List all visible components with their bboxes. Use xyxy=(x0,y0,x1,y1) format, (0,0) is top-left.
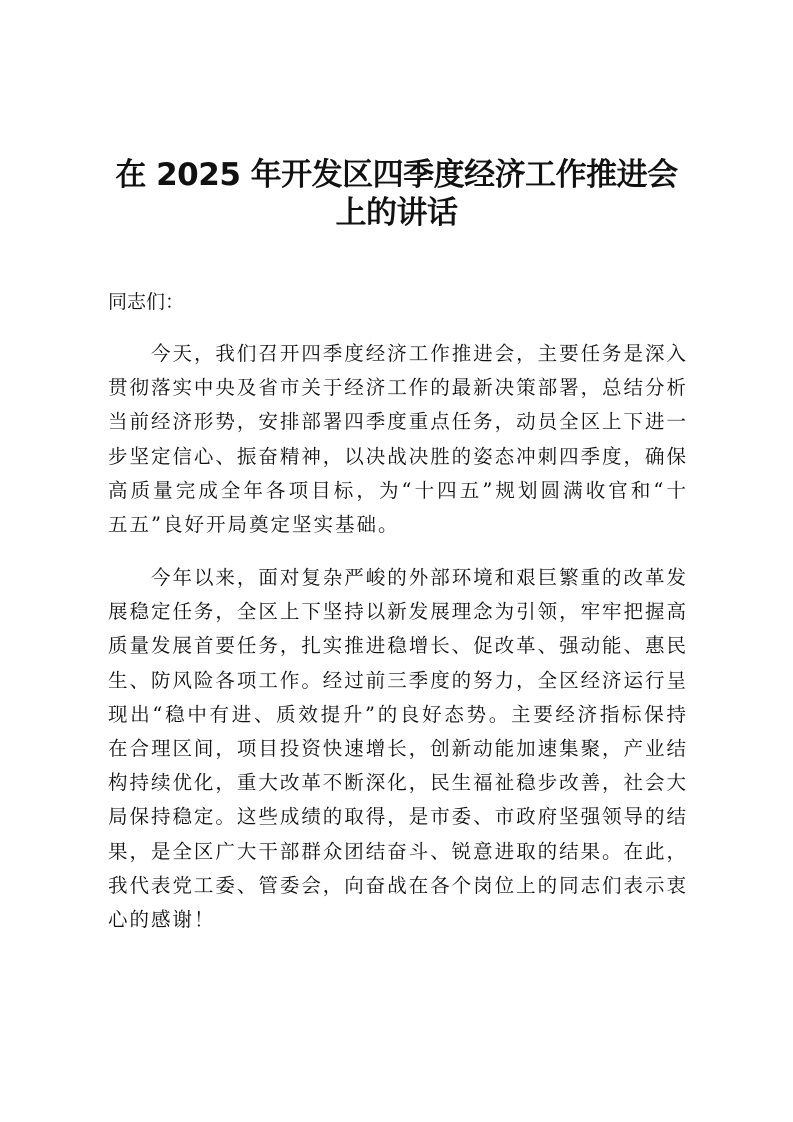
paragraph-line: 质量发展首要任务，扎实推进稳增长、促改革、强动能、惠民 xyxy=(108,634,686,658)
paragraph-line: 展稳定任务，全区上下坚持以新发展理念为引领，牢牢把握高 xyxy=(108,600,686,624)
paragraph-line: 我代表党工委、管委会，向奋战在各个岗位上的同志们表示衷 xyxy=(108,873,686,897)
paragraph-2 xyxy=(108,561,686,937)
paragraph-line: 当前经济形势，安排部署四季度重点任务，动员全区上下进一 xyxy=(108,410,686,434)
document-title-line-1: 在 2025 年开发区四季度经济工作推进会 xyxy=(115,157,678,193)
paragraph-line: 今天，我们召开四季度经济工作推进会，主要任务是深入 xyxy=(151,342,686,365)
paragraph-1 xyxy=(108,337,686,542)
document-title-line-2: 上的讲话 xyxy=(335,195,458,231)
paragraph-line: 在合理区间，项目投资快速增长，创新动能加速集聚，产业结 xyxy=(108,736,686,760)
paragraph-line: 构持续优化，重大改革不断深化，民生福祉稳步改善，社会大 xyxy=(108,771,686,795)
paragraph-line: 果，是全区广大干部群众团结奋斗、锐意进取的结果。在此， xyxy=(108,839,686,863)
paragraph-line: 今年以来，面对复杂严峻的外部环境和艰巨繁重的改革发 xyxy=(151,566,686,589)
paragraph-line: 心的感谢！ xyxy=(108,907,216,931)
salutation: 同志们： xyxy=(108,291,185,313)
paragraph-line: 贯彻落实中央及省市关于经济工作的最新决策部署，总结分析 xyxy=(108,376,686,400)
paragraph-line: 步坚定信心、振奋精神，以决战决胜的姿态冲刺四季度，确保 xyxy=(108,444,686,468)
paragraph-line: 生、防风险各项工作。经过前三季度的努力，全区经济运行呈 xyxy=(108,668,686,692)
paragraph-line: 五五”良好开局奠定坚实基础。 xyxy=(108,512,400,536)
paragraph-line: 现出“稳中有进、质效提升”的良好态势。主要经济指标保持 xyxy=(108,702,686,726)
paragraph-line: 局保持稳定。这些成绩的取得，是市委、市政府坚强领导的结 xyxy=(108,805,686,829)
paragraph-line: 高质量完成全年各项目标，为“十四五”规划圆满收官和“十 xyxy=(108,478,686,502)
